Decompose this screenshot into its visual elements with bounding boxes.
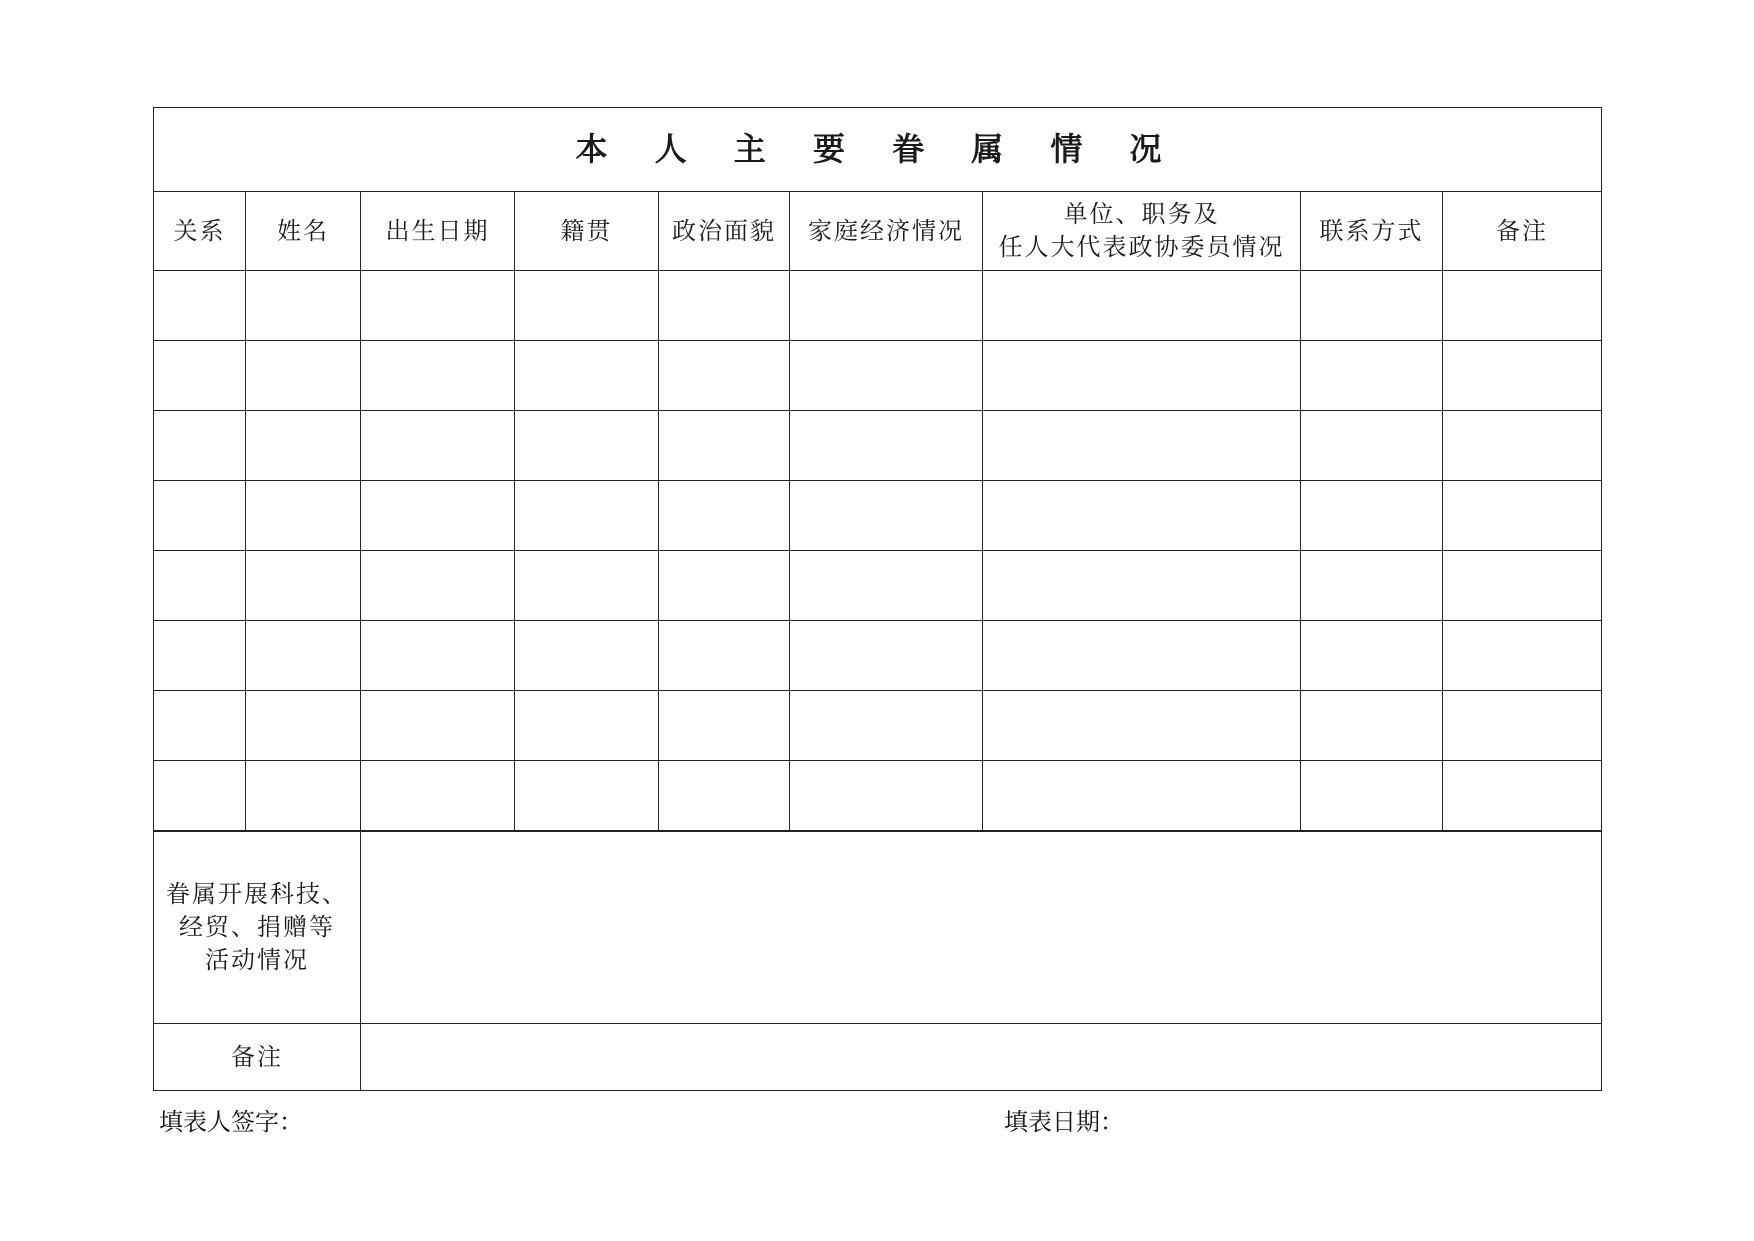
activity-row [154, 831, 1602, 1024]
cell-remarks[interactable] [1443, 481, 1602, 551]
cell-name[interactable] [246, 271, 361, 341]
cell-contact[interactable] [1301, 411, 1443, 481]
cell-remarks[interactable] [1443, 551, 1602, 621]
cell-name[interactable] [246, 411, 361, 481]
cell-native-place[interactable] [515, 761, 659, 832]
cell-employer-position[interactable] [983, 691, 1301, 761]
table-row [154, 621, 1602, 691]
cell-family-economy[interactable] [790, 621, 983, 691]
cell-name[interactable] [246, 551, 361, 621]
cell-family-economy[interactable] [790, 341, 983, 411]
cell-native-place[interactable] [515, 621, 659, 691]
cell-birth-date[interactable] [361, 481, 515, 551]
remark-field[interactable] [361, 1024, 1602, 1091]
cell-employer-position[interactable] [983, 621, 1301, 691]
cell-contact[interactable] [1301, 691, 1443, 761]
table-row [154, 411, 1602, 481]
cell-remarks[interactable] [1443, 621, 1602, 691]
column-header-family-economy: 家庭经济情况 [790, 192, 983, 271]
cell-name[interactable] [246, 621, 361, 691]
cell-birth-date[interactable] [361, 691, 515, 761]
cell-native-place[interactable] [515, 691, 659, 761]
cell-birth-date[interactable] [361, 341, 515, 411]
table-row [154, 271, 1602, 341]
cell-remarks[interactable] [1443, 761, 1602, 832]
activity-field[interactable] [361, 831, 1602, 1024]
table-row [154, 341, 1602, 411]
cell-political-status[interactable] [659, 551, 790, 621]
cell-relation[interactable] [154, 411, 246, 481]
cell-family-economy[interactable] [790, 691, 983, 761]
table-row [154, 691, 1602, 761]
cell-remarks[interactable] [1443, 411, 1602, 481]
cell-native-place[interactable] [515, 481, 659, 551]
cell-employer-position[interactable] [983, 481, 1301, 551]
cell-native-place[interactable] [515, 341, 659, 411]
cell-employer-position[interactable] [983, 551, 1301, 621]
cell-name[interactable] [246, 481, 361, 551]
cell-remarks[interactable] [1443, 271, 1602, 341]
table-row [154, 481, 1602, 551]
activity-label: 眷属开展科技、 经贸、捐赠等 活动情况 [154, 831, 361, 1024]
cell-family-economy[interactable] [790, 271, 983, 341]
cell-name[interactable] [246, 341, 361, 411]
dependents-form-table [153, 107, 1602, 1091]
form-title: 本 人 主 要 眷 属 情 况 [154, 108, 1602, 192]
cell-political-status[interactable] [659, 621, 790, 691]
cell-employer-position[interactable] [983, 761, 1301, 832]
cell-birth-date[interactable] [361, 621, 515, 691]
table-row [154, 551, 1602, 621]
cell-employer-position[interactable] [983, 271, 1301, 341]
cell-relation[interactable] [154, 761, 246, 832]
cell-contact[interactable] [1301, 481, 1443, 551]
cell-name[interactable] [246, 761, 361, 832]
cell-birth-date[interactable] [361, 411, 515, 481]
cell-contact[interactable] [1301, 341, 1443, 411]
cell-birth-date[interactable] [361, 761, 515, 832]
cell-employer-position[interactable] [983, 341, 1301, 411]
cell-birth-date[interactable] [361, 271, 515, 341]
column-header-relation: 关系 [154, 192, 246, 271]
cell-relation[interactable] [154, 341, 246, 411]
cell-political-status[interactable] [659, 341, 790, 411]
column-header-name: 姓名 [246, 192, 361, 271]
cell-political-status[interactable] [659, 481, 790, 551]
column-header-native-place: 籍贯 [515, 192, 659, 271]
cell-family-economy[interactable] [790, 551, 983, 621]
cell-native-place[interactable] [515, 411, 659, 481]
cell-relation[interactable] [154, 691, 246, 761]
cell-family-economy[interactable] [790, 411, 983, 481]
cell-relation[interactable] [154, 551, 246, 621]
cell-employer-position[interactable] [983, 411, 1301, 481]
cell-contact[interactable] [1301, 271, 1443, 341]
remark-row [154, 1024, 1602, 1091]
cell-political-status[interactable] [659, 271, 790, 341]
cell-relation[interactable] [154, 271, 246, 341]
cell-birth-date[interactable] [361, 551, 515, 621]
cell-contact[interactable] [1301, 621, 1443, 691]
cell-remarks[interactable] [1443, 341, 1602, 411]
column-header-employer-position: 单位、职务及 任人大代表政协委员情况 [983, 192, 1301, 271]
column-header-birth-date: 出生日期 [361, 192, 515, 271]
cell-relation[interactable] [154, 481, 246, 551]
table-row [154, 761, 1602, 832]
signer-label: 填表人签字： [159, 1108, 303, 1136]
cell-family-economy[interactable] [790, 761, 983, 832]
fill-date-label: 填表日期： [1004, 1108, 1124, 1136]
header-row [154, 192, 1602, 271]
column-header-contact: 联系方式 [1301, 192, 1443, 271]
column-header-political-status: 政治面貌 [659, 192, 790, 271]
column-header-remarks: 备注 [1443, 192, 1602, 271]
cell-political-status[interactable] [659, 691, 790, 761]
cell-remarks[interactable] [1443, 691, 1602, 761]
cell-political-status[interactable] [659, 411, 790, 481]
remark-label: 备注 [154, 1024, 361, 1091]
cell-native-place[interactable] [515, 271, 659, 341]
cell-name[interactable] [246, 691, 361, 761]
cell-contact[interactable] [1301, 761, 1443, 832]
cell-native-place[interactable] [515, 551, 659, 621]
cell-relation[interactable] [154, 621, 246, 691]
cell-political-status[interactable] [659, 761, 790, 832]
cell-contact[interactable] [1301, 551, 1443, 621]
cell-family-economy[interactable] [790, 481, 983, 551]
